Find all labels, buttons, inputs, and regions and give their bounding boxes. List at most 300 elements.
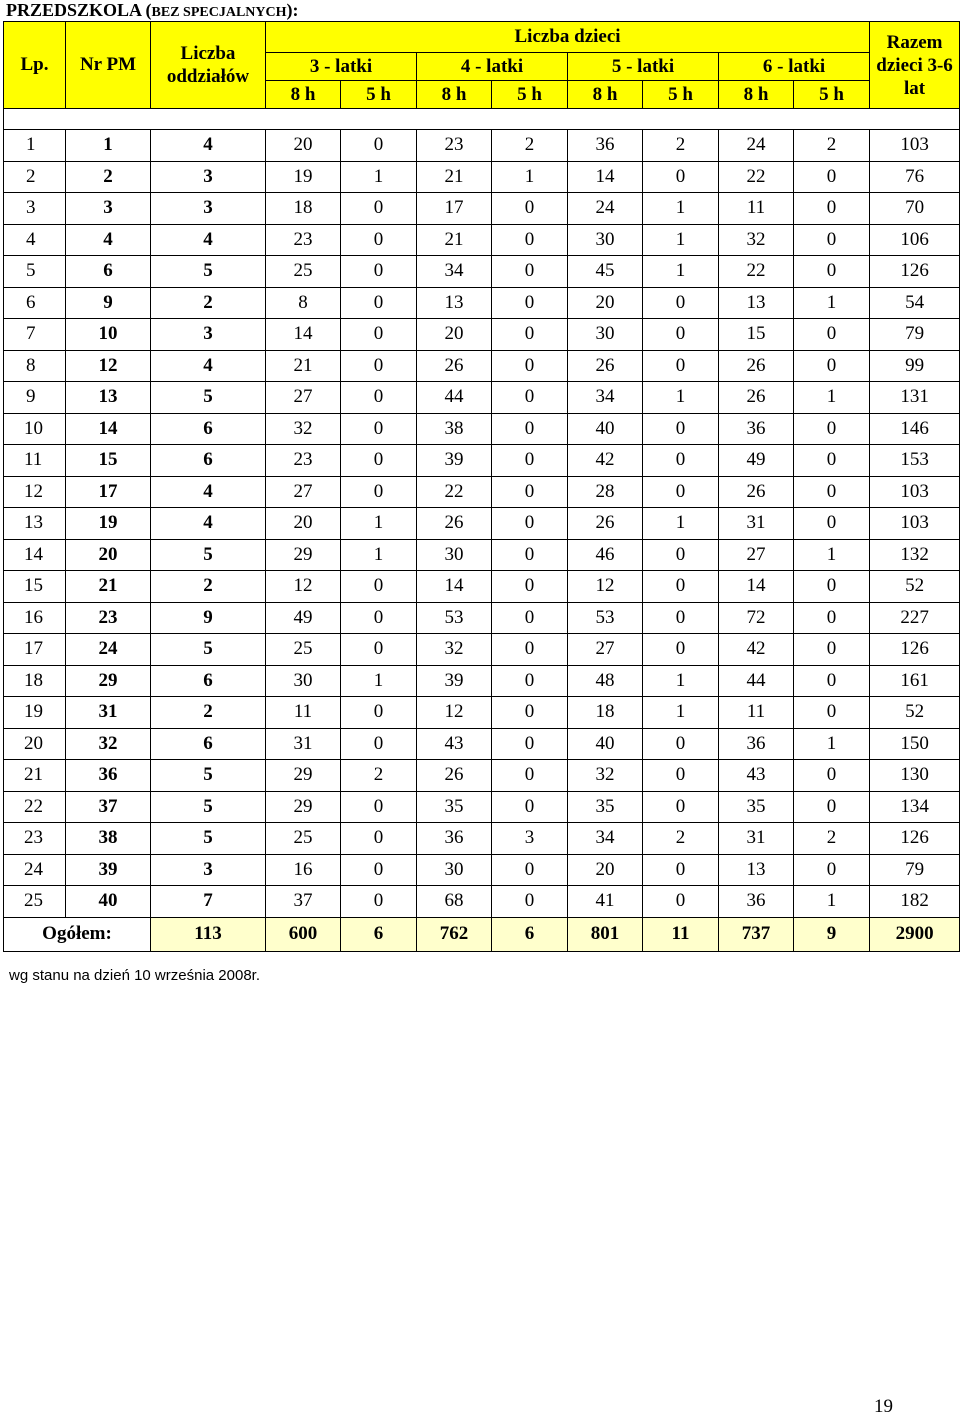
table-cell: 12 bbox=[266, 571, 341, 603]
table-cell: 126 bbox=[870, 634, 960, 666]
table-cell: 1 bbox=[643, 382, 719, 414]
table-cell: 106 bbox=[870, 224, 960, 256]
table-cell: 36 bbox=[568, 130, 643, 162]
table-cell: 0 bbox=[794, 476, 870, 508]
table-cell: 52 bbox=[870, 571, 960, 603]
table-cell: 1 bbox=[341, 539, 417, 571]
table-cell: 27 bbox=[568, 634, 643, 666]
table-row bbox=[4, 760, 960, 792]
table-cell: 35 bbox=[568, 791, 643, 823]
table-cell: 99 bbox=[870, 350, 960, 382]
table-cell: 14 bbox=[719, 571, 794, 603]
table-cell: 1 bbox=[794, 539, 870, 571]
table-cell: 14 bbox=[66, 413, 151, 445]
header-hours: 5 h bbox=[341, 81, 417, 109]
table-cell: 12 bbox=[4, 476, 66, 508]
table-cell: 0 bbox=[492, 665, 568, 697]
table-cell: 0 bbox=[794, 508, 870, 540]
table-cell: 3 bbox=[4, 193, 66, 225]
header-hours: 5 h bbox=[643, 81, 719, 109]
table-row bbox=[4, 728, 960, 760]
table-cell: 0 bbox=[341, 791, 417, 823]
table-cell: 6 bbox=[151, 728, 266, 760]
table-cell: 0 bbox=[643, 476, 719, 508]
table-cell: 2 bbox=[151, 287, 266, 319]
table-cell: 0 bbox=[492, 350, 568, 382]
table-cell: 4 bbox=[151, 476, 266, 508]
table-cell: 0 bbox=[492, 319, 568, 351]
table-row bbox=[4, 854, 960, 886]
table-cell: 36 bbox=[719, 886, 794, 918]
table-cell: 2 bbox=[794, 823, 870, 855]
table-cell: 0 bbox=[492, 886, 568, 918]
table-cell: 22 bbox=[719, 256, 794, 288]
header-liczba-dzieci: Liczba dzieci bbox=[266, 22, 870, 53]
table-cell: 23 bbox=[266, 224, 341, 256]
table-cell: 43 bbox=[417, 728, 492, 760]
table-cell: 32 bbox=[266, 413, 341, 445]
table-cell: 103 bbox=[870, 508, 960, 540]
table-cell: 7 bbox=[4, 319, 66, 351]
table-cell: 0 bbox=[492, 382, 568, 414]
table-cell: 0 bbox=[794, 634, 870, 666]
table-cell: 8 bbox=[4, 350, 66, 382]
table-cell: 15 bbox=[66, 445, 151, 477]
table-cell: 5 bbox=[151, 539, 266, 571]
table-cell: 0 bbox=[794, 413, 870, 445]
table-cell: 34 bbox=[417, 256, 492, 288]
header-nr-pm: Nr PM bbox=[66, 22, 151, 109]
table-cell: 35 bbox=[719, 791, 794, 823]
total-cell: 9 bbox=[794, 917, 870, 951]
table-cell: 0 bbox=[794, 350, 870, 382]
table-cell: 26 bbox=[719, 382, 794, 414]
table-cell: 0 bbox=[643, 728, 719, 760]
table-cell: 40 bbox=[568, 728, 643, 760]
table-cell: 0 bbox=[794, 602, 870, 634]
header-age-group: 6 - latki bbox=[719, 53, 870, 81]
table-cell: 22 bbox=[417, 476, 492, 508]
table-cell: 25 bbox=[266, 634, 341, 666]
table-cell: 0 bbox=[341, 854, 417, 886]
table-cell: 42 bbox=[568, 445, 643, 477]
table-cell: 14 bbox=[266, 319, 341, 351]
table-cell: 0 bbox=[492, 193, 568, 225]
table-cell: 29 bbox=[266, 760, 341, 792]
table-cell: 0 bbox=[492, 791, 568, 823]
table-cell: 0 bbox=[794, 445, 870, 477]
table-cell: 7 bbox=[151, 886, 266, 918]
total-row bbox=[4, 917, 960, 951]
header-hours: 5 h bbox=[492, 81, 568, 109]
table-cell: 0 bbox=[341, 634, 417, 666]
header-hours: 8 h bbox=[719, 81, 794, 109]
table-cell: 20 bbox=[266, 508, 341, 540]
table-cell: 16 bbox=[266, 854, 341, 886]
table-cell: 0 bbox=[643, 634, 719, 666]
table-cell: 0 bbox=[341, 571, 417, 603]
table-cell: 8 bbox=[266, 287, 341, 319]
table-cell: 0 bbox=[643, 886, 719, 918]
table-cell: 4 bbox=[4, 224, 66, 256]
table-cell: 5 bbox=[151, 760, 266, 792]
table-cell: 0 bbox=[794, 161, 870, 193]
header-spacer bbox=[4, 109, 960, 130]
table-cell: 19 bbox=[66, 508, 151, 540]
table-cell: 0 bbox=[492, 571, 568, 603]
table-cell: 1 bbox=[341, 161, 417, 193]
table-cell: 29 bbox=[266, 791, 341, 823]
table-cell: 1 bbox=[643, 193, 719, 225]
table-cell: 2 bbox=[66, 161, 151, 193]
table-cell: 26 bbox=[417, 508, 492, 540]
table-cell: 2 bbox=[643, 130, 719, 162]
title-main: PRZEDSZKOLA ( bbox=[6, 0, 152, 20]
header-hours: 8 h bbox=[417, 81, 492, 109]
table-cell: 5 bbox=[151, 791, 266, 823]
header-lp: Lp. bbox=[4, 22, 66, 109]
table-cell: 0 bbox=[492, 287, 568, 319]
total-cell: 2900 bbox=[870, 917, 960, 951]
table-cell: 30 bbox=[417, 539, 492, 571]
table-cell: 53 bbox=[568, 602, 643, 634]
table-cell: 25 bbox=[266, 823, 341, 855]
table-cell: 0 bbox=[643, 571, 719, 603]
table-cell: 26 bbox=[417, 760, 492, 792]
header-hours: 8 h bbox=[266, 81, 341, 109]
table-cell: 26 bbox=[719, 350, 794, 382]
table-cell: 1 bbox=[643, 224, 719, 256]
table-row bbox=[4, 508, 960, 540]
table-cell: 68 bbox=[417, 886, 492, 918]
table-cell: 43 bbox=[719, 760, 794, 792]
table-cell: 30 bbox=[266, 665, 341, 697]
table-cell: 0 bbox=[643, 287, 719, 319]
header-age-group: 4 - latki bbox=[417, 53, 568, 81]
table-cell: 0 bbox=[341, 319, 417, 351]
table-cell: 21 bbox=[4, 760, 66, 792]
table-cell: 32 bbox=[568, 760, 643, 792]
table-cell: 2 bbox=[151, 571, 266, 603]
table-cell: 79 bbox=[870, 319, 960, 351]
table-cell: 17 bbox=[4, 634, 66, 666]
table-cell: 24 bbox=[4, 854, 66, 886]
table-cell: 0 bbox=[643, 445, 719, 477]
table-cell: 0 bbox=[492, 728, 568, 760]
table-cell: 26 bbox=[417, 350, 492, 382]
table-cell: 0 bbox=[492, 256, 568, 288]
table-cell: 0 bbox=[643, 602, 719, 634]
table-cell: 0 bbox=[492, 539, 568, 571]
table-cell: 44 bbox=[719, 665, 794, 697]
table-cell: 1 bbox=[794, 382, 870, 414]
table-cell: 5 bbox=[4, 256, 66, 288]
table-cell: 29 bbox=[266, 539, 341, 571]
table-cell: 3 bbox=[492, 823, 568, 855]
table-cell: 5 bbox=[151, 382, 266, 414]
table-cell: 0 bbox=[794, 665, 870, 697]
table-cell: 23 bbox=[266, 445, 341, 477]
table-cell: 2 bbox=[794, 130, 870, 162]
table-cell: 0 bbox=[492, 602, 568, 634]
page-number: 19 bbox=[874, 1396, 893, 1417]
table-cell: 22 bbox=[4, 791, 66, 823]
table-cell: 31 bbox=[719, 823, 794, 855]
table-cell: 1 bbox=[492, 161, 568, 193]
total-cell: 737 bbox=[719, 917, 794, 951]
header-hours: 8 h bbox=[568, 81, 643, 109]
table-cell: 6 bbox=[4, 287, 66, 319]
table-cell: 0 bbox=[643, 161, 719, 193]
table-cell: 6 bbox=[151, 445, 266, 477]
table-cell: 9 bbox=[151, 602, 266, 634]
table-cell: 15 bbox=[4, 571, 66, 603]
table-cell: 36 bbox=[719, 728, 794, 760]
table-cell: 1 bbox=[794, 886, 870, 918]
table-cell: 11 bbox=[719, 697, 794, 729]
table-cell: 1 bbox=[643, 508, 719, 540]
preschool-table bbox=[3, 21, 960, 952]
table-cell: 0 bbox=[341, 413, 417, 445]
table-row bbox=[4, 571, 960, 603]
header-hours: 5 h bbox=[794, 81, 870, 109]
table-cell: 0 bbox=[794, 256, 870, 288]
table-cell: 23 bbox=[4, 823, 66, 855]
table-cell: 182 bbox=[870, 886, 960, 918]
table-row bbox=[4, 413, 960, 445]
table-cell: 3 bbox=[151, 319, 266, 351]
table-row bbox=[4, 319, 960, 351]
table-cell: 126 bbox=[870, 823, 960, 855]
table-cell: 0 bbox=[643, 791, 719, 823]
table-cell: 6 bbox=[151, 413, 266, 445]
table-cell: 54 bbox=[870, 287, 960, 319]
total-cell: 113 bbox=[151, 917, 266, 951]
table-cell: 10 bbox=[4, 413, 66, 445]
table-row bbox=[4, 224, 960, 256]
table-row bbox=[4, 823, 960, 855]
table-cell: 22 bbox=[719, 161, 794, 193]
total-cell: 6 bbox=[341, 917, 417, 951]
table-cell: 11 bbox=[266, 697, 341, 729]
total-cell: 801 bbox=[568, 917, 643, 951]
table-cell: 37 bbox=[66, 791, 151, 823]
table-cell: 1 bbox=[341, 508, 417, 540]
table-cell: 37 bbox=[266, 886, 341, 918]
table-cell: 3 bbox=[151, 193, 266, 225]
table-cell: 32 bbox=[66, 728, 151, 760]
table-row bbox=[4, 791, 960, 823]
table-cell: 2 bbox=[151, 697, 266, 729]
table-cell: 45 bbox=[568, 256, 643, 288]
table-cell: 40 bbox=[568, 413, 643, 445]
table-header bbox=[4, 22, 960, 130]
table-cell: 13 bbox=[719, 287, 794, 319]
table-cell: 16 bbox=[4, 602, 66, 634]
table-cell: 0 bbox=[492, 476, 568, 508]
table-cell: 0 bbox=[492, 634, 568, 666]
title-small-caps: BEZ SPECJALNYCH bbox=[151, 5, 287, 20]
table-cell: 21 bbox=[66, 571, 151, 603]
table-cell: 38 bbox=[66, 823, 151, 855]
table-cell: 23 bbox=[417, 130, 492, 162]
table-cell: 1 bbox=[643, 697, 719, 729]
header-liczba-oddzialow: Liczba oddziałów bbox=[151, 22, 266, 109]
table-cell: 53 bbox=[417, 602, 492, 634]
table-cell: 4 bbox=[151, 508, 266, 540]
table-cell: 26 bbox=[568, 350, 643, 382]
table-cell: 31 bbox=[719, 508, 794, 540]
table-cell: 134 bbox=[870, 791, 960, 823]
table-cell: 0 bbox=[643, 319, 719, 351]
table-row bbox=[4, 256, 960, 288]
table-cell: 26 bbox=[719, 476, 794, 508]
table-row bbox=[4, 445, 960, 477]
table-cell: 36 bbox=[66, 760, 151, 792]
table-cell: 0 bbox=[341, 382, 417, 414]
table-cell: 20 bbox=[266, 130, 341, 162]
table-cell: 0 bbox=[794, 791, 870, 823]
table-cell: 0 bbox=[794, 760, 870, 792]
table-cell: 227 bbox=[870, 602, 960, 634]
header-age-group: 5 - latki bbox=[568, 53, 719, 81]
table-cell: 30 bbox=[568, 224, 643, 256]
table-cell: 19 bbox=[4, 697, 66, 729]
table-cell: 18 bbox=[266, 193, 341, 225]
table-cell: 30 bbox=[417, 854, 492, 886]
table-cell: 72 bbox=[719, 602, 794, 634]
table-cell: 0 bbox=[341, 256, 417, 288]
table-cell: 0 bbox=[341, 728, 417, 760]
table-row bbox=[4, 476, 960, 508]
table-cell: 1 bbox=[643, 665, 719, 697]
table-cell: 31 bbox=[266, 728, 341, 760]
table-cell: 12 bbox=[66, 350, 151, 382]
table-cell: 18 bbox=[4, 665, 66, 697]
table-cell: 0 bbox=[341, 886, 417, 918]
table-cell: 13 bbox=[417, 287, 492, 319]
table-cell: 21 bbox=[417, 224, 492, 256]
table-cell: 11 bbox=[719, 193, 794, 225]
table-cell: 0 bbox=[643, 539, 719, 571]
table-cell: 132 bbox=[870, 539, 960, 571]
table-cell: 34 bbox=[568, 382, 643, 414]
table-cell: 46 bbox=[568, 539, 643, 571]
table-cell: 30 bbox=[568, 319, 643, 351]
table-cell: 1 bbox=[341, 665, 417, 697]
table-cell: 0 bbox=[643, 413, 719, 445]
footnote: wg stanu na dzień 10 września 2008r. bbox=[9, 967, 260, 984]
table-cell: 20 bbox=[417, 319, 492, 351]
table-row bbox=[4, 193, 960, 225]
table-cell: 0 bbox=[643, 350, 719, 382]
table-cell: 0 bbox=[341, 445, 417, 477]
total-cell: 11 bbox=[643, 917, 719, 951]
table-cell: 0 bbox=[341, 823, 417, 855]
total-cell: 6 bbox=[492, 917, 568, 951]
table-cell: 35 bbox=[417, 791, 492, 823]
table-cell: 6 bbox=[151, 665, 266, 697]
table-cell: 0 bbox=[341, 602, 417, 634]
table-cell: 28 bbox=[568, 476, 643, 508]
table-row bbox=[4, 130, 960, 162]
table-cell: 2 bbox=[341, 760, 417, 792]
total-cell: 762 bbox=[417, 917, 492, 951]
table-cell: 0 bbox=[341, 130, 417, 162]
table-cell: 34 bbox=[568, 823, 643, 855]
table-row bbox=[4, 634, 960, 666]
table-cell: 0 bbox=[794, 224, 870, 256]
table-body bbox=[4, 130, 960, 918]
table-cell: 9 bbox=[66, 287, 151, 319]
table-cell: 49 bbox=[266, 602, 341, 634]
table-cell: 153 bbox=[870, 445, 960, 477]
table-cell: 26 bbox=[568, 508, 643, 540]
table-row bbox=[4, 886, 960, 918]
table-row bbox=[4, 382, 960, 414]
table-cell: 20 bbox=[4, 728, 66, 760]
table-cell: 130 bbox=[870, 760, 960, 792]
table-cell: 1 bbox=[794, 287, 870, 319]
table-cell: 0 bbox=[341, 697, 417, 729]
table-cell: 39 bbox=[66, 854, 151, 886]
table-cell: 20 bbox=[66, 539, 151, 571]
table-cell: 41 bbox=[568, 886, 643, 918]
table-cell: 27 bbox=[719, 539, 794, 571]
table-cell: 76 bbox=[870, 161, 960, 193]
table-cell: 15 bbox=[719, 319, 794, 351]
table-cell: 0 bbox=[492, 224, 568, 256]
table-cell: 150 bbox=[870, 728, 960, 760]
table-cell: 36 bbox=[417, 823, 492, 855]
table-cell: 0 bbox=[794, 319, 870, 351]
table-cell: 13 bbox=[66, 382, 151, 414]
table-cell: 131 bbox=[870, 382, 960, 414]
table-cell: 14 bbox=[417, 571, 492, 603]
table-cell: 42 bbox=[719, 634, 794, 666]
table-cell: 31 bbox=[66, 697, 151, 729]
table-cell: 0 bbox=[794, 697, 870, 729]
table-cell: 0 bbox=[492, 508, 568, 540]
table-cell: 12 bbox=[568, 571, 643, 603]
table-cell: 18 bbox=[568, 697, 643, 729]
table-cell: 32 bbox=[719, 224, 794, 256]
table-cell: 70 bbox=[870, 193, 960, 225]
total-cell: 600 bbox=[266, 917, 341, 951]
table-cell: 4 bbox=[66, 224, 151, 256]
table-cell: 1 bbox=[4, 130, 66, 162]
table-cell: 12 bbox=[417, 697, 492, 729]
table-cell: 0 bbox=[492, 854, 568, 886]
table-cell: 24 bbox=[66, 634, 151, 666]
table-cell: 103 bbox=[870, 130, 960, 162]
table-cell: 38 bbox=[417, 413, 492, 445]
table-cell: 3 bbox=[151, 161, 266, 193]
table-cell: 5 bbox=[151, 634, 266, 666]
table-cell: 13 bbox=[4, 508, 66, 540]
table-cell: 29 bbox=[66, 665, 151, 697]
table-cell: 161 bbox=[870, 665, 960, 697]
table-cell: 20 bbox=[568, 287, 643, 319]
title-end: ): bbox=[286, 0, 299, 20]
table-cell: 13 bbox=[719, 854, 794, 886]
table-cell: 25 bbox=[266, 256, 341, 288]
table-cell: 0 bbox=[341, 476, 417, 508]
table-cell: 25 bbox=[4, 886, 66, 918]
table-cell: 52 bbox=[870, 697, 960, 729]
header-razem: Razem dzieci 3-6 lat bbox=[870, 22, 960, 109]
table-cell: 39 bbox=[417, 445, 492, 477]
